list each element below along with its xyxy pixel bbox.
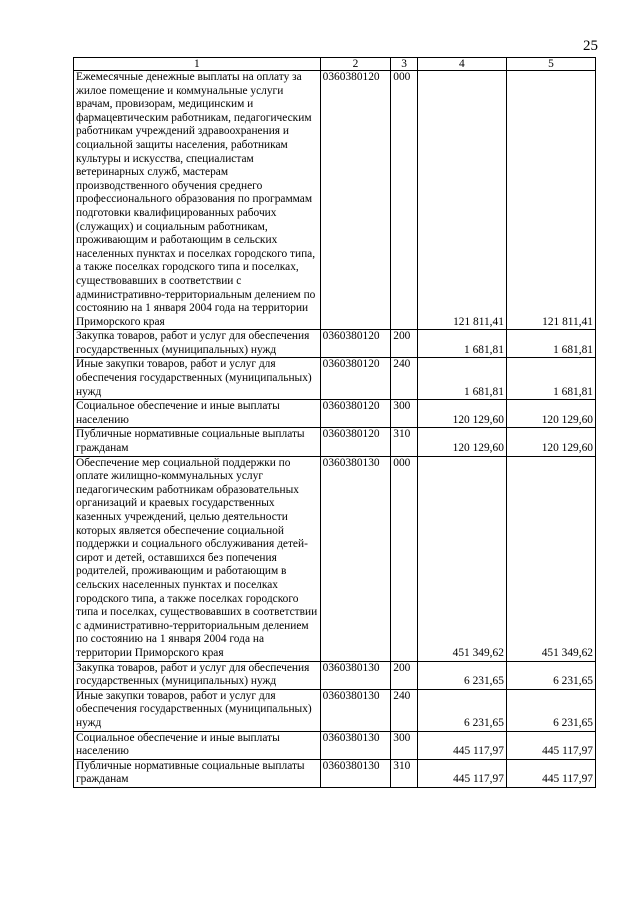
- header-row: [74, 58, 596, 71]
- row-type: 000: [391, 456, 418, 661]
- table-row: [74, 661, 596, 689]
- row-value-col5: 1 681,81: [506, 330, 595, 358]
- row-description: Закупка товаров, работ и услуг для обеспечения государственных (муниципальных) нужд: [74, 330, 321, 358]
- row-code: 0360380120: [320, 71, 391, 330]
- row-code: 0360380130: [320, 759, 391, 787]
- row-type: 310: [391, 428, 418, 456]
- row-value-col5: 6 231,65: [506, 661, 595, 689]
- row-type: 240: [391, 358, 418, 400]
- row-type: 300: [391, 731, 418, 759]
- row-code: 0360380130: [320, 689, 391, 731]
- row-value-col4: 1 681,81: [417, 358, 506, 400]
- row-type: 000: [391, 71, 418, 330]
- row-description: Социальное обеспечение и иные выплаты населению: [74, 400, 321, 428]
- header-col-5: 5: [506, 58, 595, 71]
- row-code: 0360380130: [320, 731, 391, 759]
- row-value-col5: 120 129,60: [506, 428, 595, 456]
- row-code: 0360380130: [320, 456, 391, 661]
- page-number: 25: [583, 38, 598, 54]
- header-col-2: 2: [320, 58, 391, 71]
- row-value-col5: 121 811,41: [506, 71, 595, 330]
- row-description: Ежемесячные денежные выплаты на оплату за жилое помещение и коммунальные услуги врачам, провизорам, медицинским и фармацевтическим работникам, педагогическим работникам учреждений здравоохранения и социальной защиты населения, работникам культуры и искусства, специалистам ветеринарных служб, мастерам производственного обучения среднего профессионального образования по программам подготовки квалифицированных рабочих (служащих) и социальным работникам, проживающим и работающим в сельских населенных пунктах и поселках городского типа, а также поселках городского типа и поселках, существовавших в соответствии с административно-территориальным делением по состоянию на 1 января 2004 года на территории Приморского края: [74, 71, 321, 330]
- row-description: Иные закупки товаров, работ и услуг для обеспечения государственных (муниципальных) нужд: [74, 689, 321, 731]
- row-type: 310: [391, 759, 418, 787]
- header-col-3: 3: [391, 58, 418, 71]
- row-code: 0360380120: [320, 428, 391, 456]
- row-type: 200: [391, 661, 418, 689]
- row-value-col4: 1 681,81: [417, 330, 506, 358]
- row-value-col5: 451 349,62: [506, 456, 595, 661]
- row-value-col4: 120 129,60: [417, 400, 506, 428]
- row-code: 0360380120: [320, 400, 391, 428]
- row-code: 0360380130: [320, 661, 391, 689]
- row-description: Закупка товаров, работ и услуг для обеспечения государственных (муниципальных) нужд: [74, 661, 321, 689]
- row-value-col4: 120 129,60: [417, 428, 506, 456]
- table-row: [74, 428, 596, 456]
- budget-table: [73, 57, 596, 788]
- table-row: [74, 759, 596, 787]
- row-value-col5: 1 681,81: [506, 358, 595, 400]
- table-row: [74, 400, 596, 428]
- row-value-col4: 445 117,97: [417, 731, 506, 759]
- row-value-col4: 445 117,97: [417, 759, 506, 787]
- table-row: [74, 71, 596, 330]
- row-value-col4: 6 231,65: [417, 661, 506, 689]
- table-row: [74, 330, 596, 358]
- table-row: [74, 689, 596, 731]
- table-row: [74, 456, 596, 661]
- row-value-col4: 6 231,65: [417, 689, 506, 731]
- row-description: Публичные нормативные социальные выплаты гражданам: [74, 759, 321, 787]
- row-value-col5: 445 117,97: [506, 759, 595, 787]
- row-description: Социальное обеспечение и иные выплаты населению: [74, 731, 321, 759]
- row-description: Иные закупки товаров, работ и услуг для обеспечения государственных (муниципальных) нужд: [74, 358, 321, 400]
- row-value-col5: 120 129,60: [506, 400, 595, 428]
- row-description: Публичные нормативные социальные выплаты гражданам: [74, 428, 321, 456]
- row-value-col4: 121 811,41: [417, 71, 506, 330]
- table-row: [74, 358, 596, 400]
- row-type: 240: [391, 689, 418, 731]
- header-col-1: 1: [74, 58, 321, 71]
- header-col-4: 4: [417, 58, 506, 71]
- row-code: 0360380120: [320, 358, 391, 400]
- table-row: [74, 731, 596, 759]
- row-type: 300: [391, 400, 418, 428]
- row-code: 0360380120: [320, 330, 391, 358]
- row-value-col5: 445 117,97: [506, 731, 595, 759]
- row-description: Обеспечение мер социальной поддержки по оплате жилищно-коммунальных услуг педагогическим работникам образовательных организаций и краевых государственных казенных учреждений, целью деятельности которых является обеспечение социальной поддержки и социального обслуживания детей-сирот и детей, оставшихся без попечения родителей, проживающим и работающим в сельских населенных пунктах и поселках городского типа, а также поселках городского типа и поселках, существовавших в соответствии с административно-территориальным делением по состоянию на 1 января 2004 года на территории Приморского края: [74, 456, 321, 661]
- row-value-col5: 6 231,65: [506, 689, 595, 731]
- row-value-col4: 451 349,62: [417, 456, 506, 661]
- row-type: 200: [391, 330, 418, 358]
